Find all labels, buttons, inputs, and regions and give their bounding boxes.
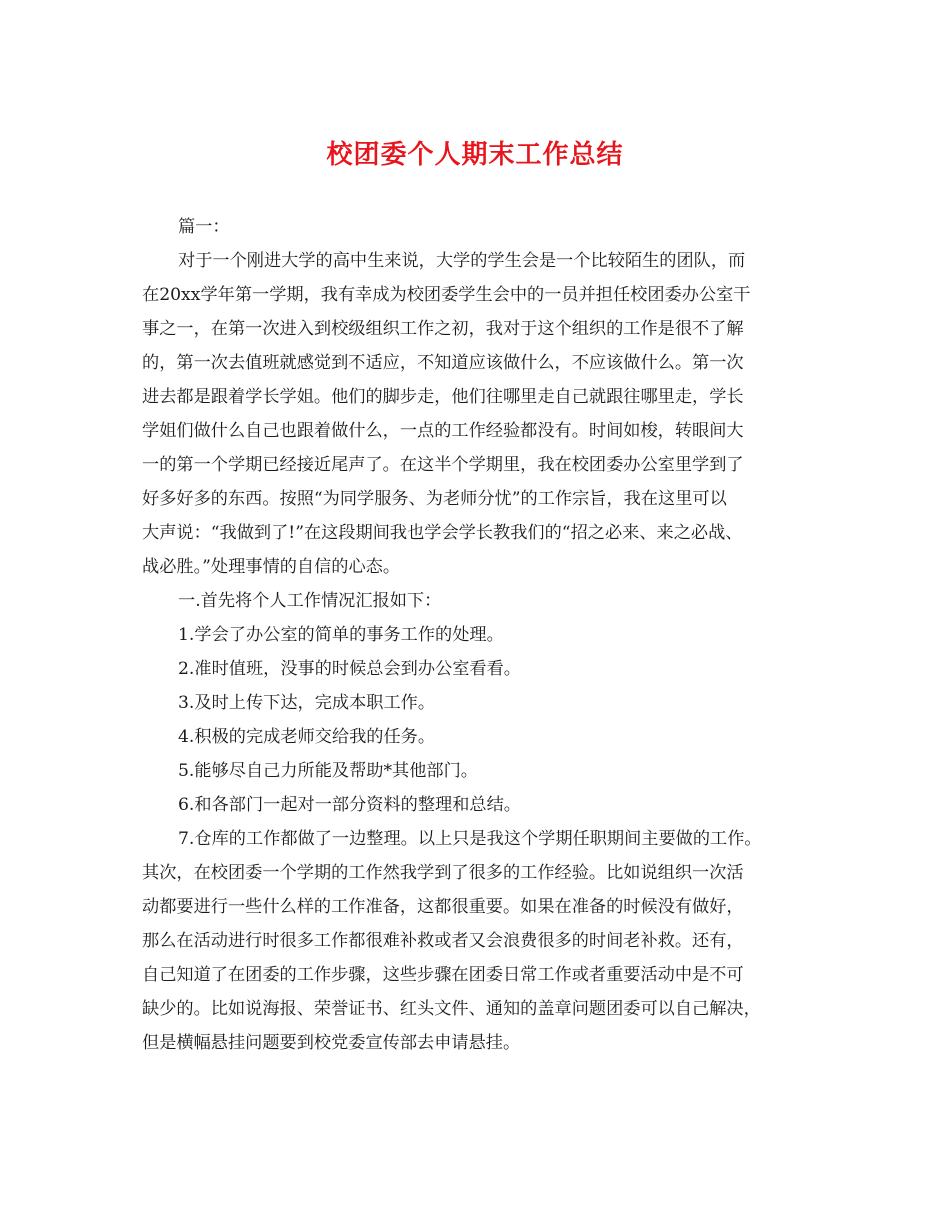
text-line: 在20xx学年第一学期，我有幸成为校团委学生会中的一员并担任校团委办公室干	[142, 285, 751, 305]
document-body	[142, 210, 822, 1060]
text-line: 其次，在校团委一个学期的工作然我学到了很多的工作经验。比如说组织一次活	[142, 863, 744, 883]
text-line: 好多好多的东西。按照“为同学服务、为老师分忧”的工作宗旨，我在这里可以	[142, 489, 727, 509]
text-line: 一.首先将个人工作情况汇报如下：	[178, 591, 442, 611]
text-line: 但是横幅悬挂问题要到校党委宣传部去申请悬挂。	[142, 1033, 521, 1053]
text-line: 3.及时上传下达，完成本职工作。	[178, 693, 436, 713]
document-title: 校团委个人期末工作总结	[326, 140, 624, 170]
text-line: 2.准时值班，没事的时候总会到办公室看看。	[178, 659, 521, 679]
text-line: 动都要进行一些什么样的工作准备，这都很重要。如果在准备的时候没有做好，	[142, 897, 744, 917]
text-line: 5.能够尽自己力所能及帮助*其他部门。	[178, 761, 478, 781]
text-line: 6.和各部门一起对一部分资料的整理和总结。	[178, 795, 521, 815]
text-line: 进去都是跟着学长学姐。他们的脚步走，他们往哪里走自己就跟往哪里走，学长	[142, 387, 744, 407]
text-line: 事之一，在第一次进入到校级组织工作之初，我对于这个组织的工作是很不了解	[142, 319, 744, 339]
text-line: 自己知道了在团委的工作步骤，这些步骤在团委日常工作或者重要活动中是不可	[142, 965, 744, 985]
text-line: 4.积极的完成老师交给我的任务。	[178, 727, 436, 747]
text-line: 大声说：“我做到了!”在这段期间我也学会学长教我们的“招之必来、来之必战、	[142, 523, 743, 543]
text-line: 战必胜。”处理事情的自信的心态。	[142, 557, 401, 577]
text-line: 缺少的。比如说海报、荣誉证书、红头文件、通知的盖章问题团委可以自己解决，	[142, 999, 761, 1019]
text-line: 1.学会了办公室的简单的事务工作的处理。	[178, 625, 504, 645]
text-line: 学姐们做什么自己也跟着做什么，一点的工作经验都没有。时间如梭，转眼间大	[142, 421, 744, 441]
text-line: 对于一个刚进大学的高中生来说，大学的学生会是一个比较陌生的团队，而	[178, 251, 746, 271]
text-line: 一的第一个学期已经接近尾声了。在这半个学期里，我在校团委办公室里学到了	[142, 455, 744, 475]
text-line: 篇一：	[178, 217, 230, 237]
text-line: 7.仓库的工作都做了一边整理。以上只是我这个学期任职期间主要做的工作。	[178, 829, 762, 849]
text-line: 的，第一次去值班就感觉到不适应，不知道应该做什么，不应该做什么。第一次	[142, 353, 744, 373]
text-line: 那么在活动进行时很多工作都很难补救或者又会浪费很多的时间老补救。还有，	[142, 931, 744, 951]
